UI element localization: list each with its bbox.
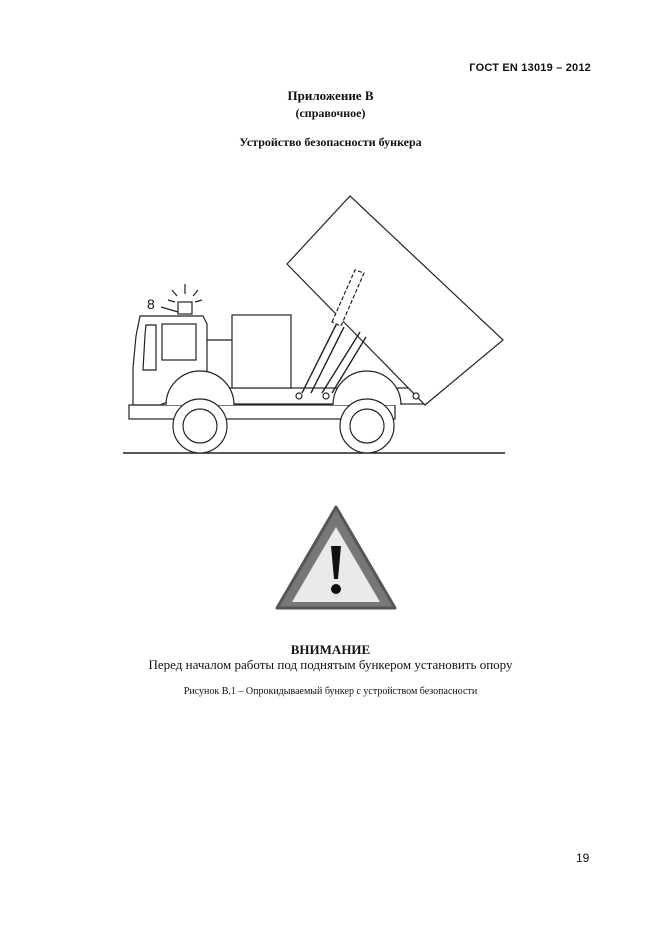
pivot xyxy=(323,393,329,399)
warning-sign-icon xyxy=(277,507,395,608)
pivot xyxy=(296,393,302,399)
page-number: 19 xyxy=(576,851,590,865)
callout-number: 8 xyxy=(147,296,155,312)
warning-text: Перед началом работы под поднятым бункером установить опору xyxy=(148,657,513,672)
cab-side-window xyxy=(162,324,196,360)
pivot xyxy=(413,393,419,399)
annex-title: Приложение В xyxy=(287,88,374,103)
annex-type: (справочное) xyxy=(295,106,366,120)
figure-caption: Рисунок В.1 – Опрокидываемый бункер с устройством безопасности xyxy=(183,686,478,697)
equipment-box xyxy=(232,315,291,388)
standard-designation: ГОСТ EN 13019 – 2012 xyxy=(469,62,591,74)
beacon-icon xyxy=(178,302,192,314)
cab-window xyxy=(143,325,156,370)
warning-title: ВНИМАНИЕ xyxy=(290,642,371,657)
section-title: Устройство безопасности бункера xyxy=(239,135,422,149)
tipping-hopper xyxy=(287,196,503,405)
